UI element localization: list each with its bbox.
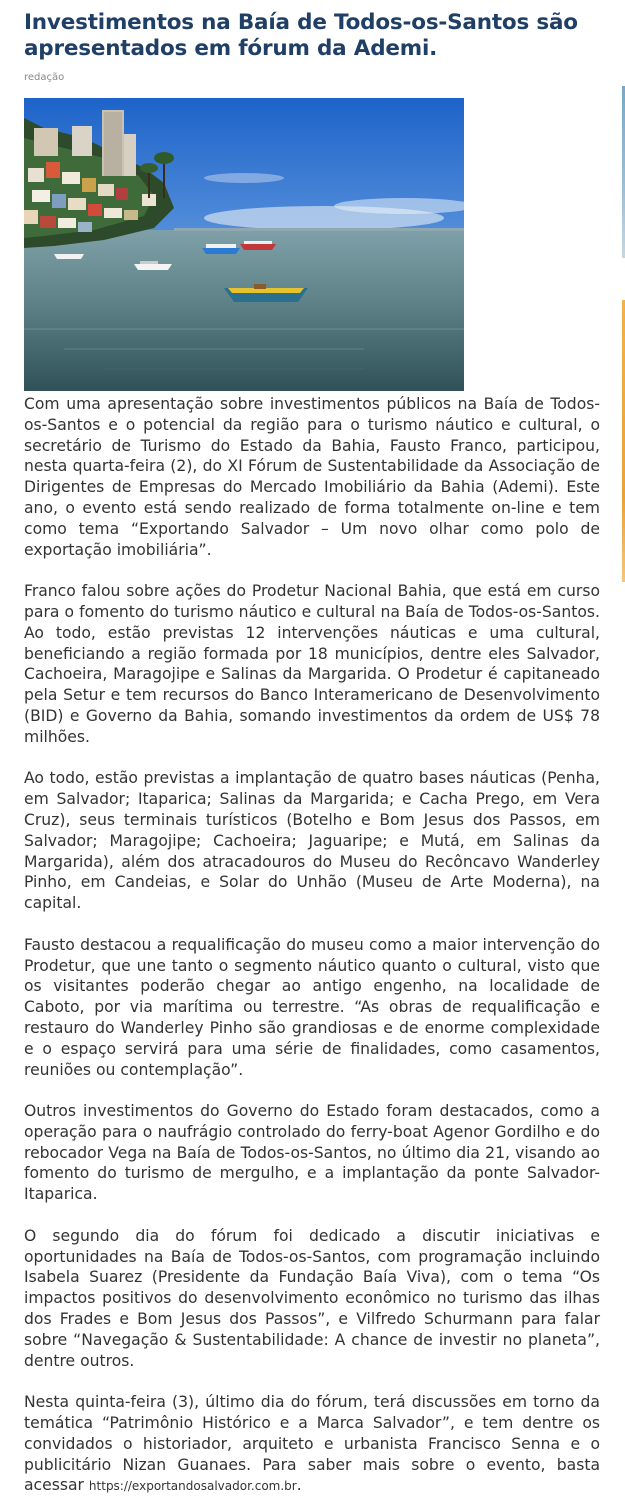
link-suffix: . xyxy=(296,1476,302,1495)
article-paragraph: Ao todo, estão previstas a implantação de quatro bases náuticas (Penha, em Salvador; Itaparica; Salinas da Margarida; e Cacha Prego, em Vera Cruz), seus terminais turísticos (Botelho e Bom Jesus dos Passos, em Salvador; Maragojipe; Cachoeira; Jaguaripe; e Mutá, em Salinas da Margarida), além dos atracadouros do Museu do Recôncavo Wanderley Pinho, em Candeias, e Solar do Unhão (Museu de Arte Moderna), na capital. xyxy=(24,769,600,913)
article-paragraph: Com uma apresentação sobre investimentos públicos na Baía de Todos-os-Santos e o potencial da região para o turismo náutico e cultural, o secretário de Turismo do Estado da Bahia, Fausto Franco, participou, nesta quarta-feira (2), do XI Fórum de Sustentabilidade da Associação de Dirigentes de Empresas do Mercado Imobiliário da Bahia (Ademi). Este ano, o evento está sendo realizado de forma totalmente on-line e tem como tema “Exportando Salvador – Um novo olhar como polo de exportação imobiliária”. xyxy=(24,395,600,559)
article-paragraph-last xyxy=(24,1392,600,1497)
article-paragraph: Franco falou sobre ações do Prodetur Nacional Bahia, que está em curso para o fomento do turismo náutico e cultural na Baía de Todos-os-Santos. Ao todo, estão previstas 12 intervenções náuticas e uma cultural, beneficiando a região formada por 18 municípios, dentre eles Salvador, Cachoeira, Maragojipe e Salinas da Margarida. O Prodetur é capitaneado pela Setur e tem recursos do Banco Interamericano de Desenvolvimento (BID) e Governo da Bahia, somando investimentos da ordem de US$ 78 milhões. xyxy=(24,582,600,746)
last-paragraph-text: Nesta quinta-feira (3), último dia do fórum, terá discussões em torno da temática “Patrimônio Histórico e a Marca Salvador”, e tem dentre os convidados o historiador, arquiteto e urbanista Francisco Senna e o publicitário Nizan Guanaes. Para saber mais sobre o evento, basta acessar xyxy=(24,1393,600,1495)
article-paragraph: O segundo dia do fórum foi dedicado a discutir iniciativas e oportunidades na Baía de Todos-os-Santos, com programação incluindo Isabela Suarez (Presidente da Fundação Baía Viva), com o tema “Os impactos positivos do desenvolvimento econômico no turismo das ilhas dos Frades e Bom Jesus dos Passos”, e Vilfredo Schurmann para falar sobre “Navegação & Sustentabilidade: A chance de investir no planeta”, dentre outros. xyxy=(24,1226,600,1370)
article xyxy=(24,0,600,1497)
article-body xyxy=(24,394,600,1497)
article-title: Investimentos na Baía de Todos-os-Santos são apresentados em fórum da Ademi. xyxy=(24,10,578,61)
article-photo xyxy=(24,98,464,391)
event-website-link[interactable]: https://exportandosalvador.com.br xyxy=(88,1479,297,1494)
article-paragraph: Fausto destacou a requalificação do museu como a maior intervenção do Prodetur, que une tanto o segmento náutico quanto o cultural, visto que os visitantes poderão chegar ao antigo engenho, na localidade de Caboto, por via marítima ou terrestre. “As obras de requalificação e restauro do Wanderley Pinho são grandiosas e de enorme complexidade e o espaço servirá para uma série de finalidades, como casamentos, reuniões ou contemplação”. xyxy=(24,935,600,1079)
article-author: redação xyxy=(24,72,65,83)
article-paragraph: Outros investimentos do Governo do Estado foram destacados, como a operação para o naufrágio controlado do ferry-boat Agenor Gordilho e do rebocador Vega na Baía de Todos-os-Santos, no último dia 21, visando ao fomento do turismo de mergulho, e a implantação da ponte Salvador-Itaparica. xyxy=(24,1102,600,1204)
